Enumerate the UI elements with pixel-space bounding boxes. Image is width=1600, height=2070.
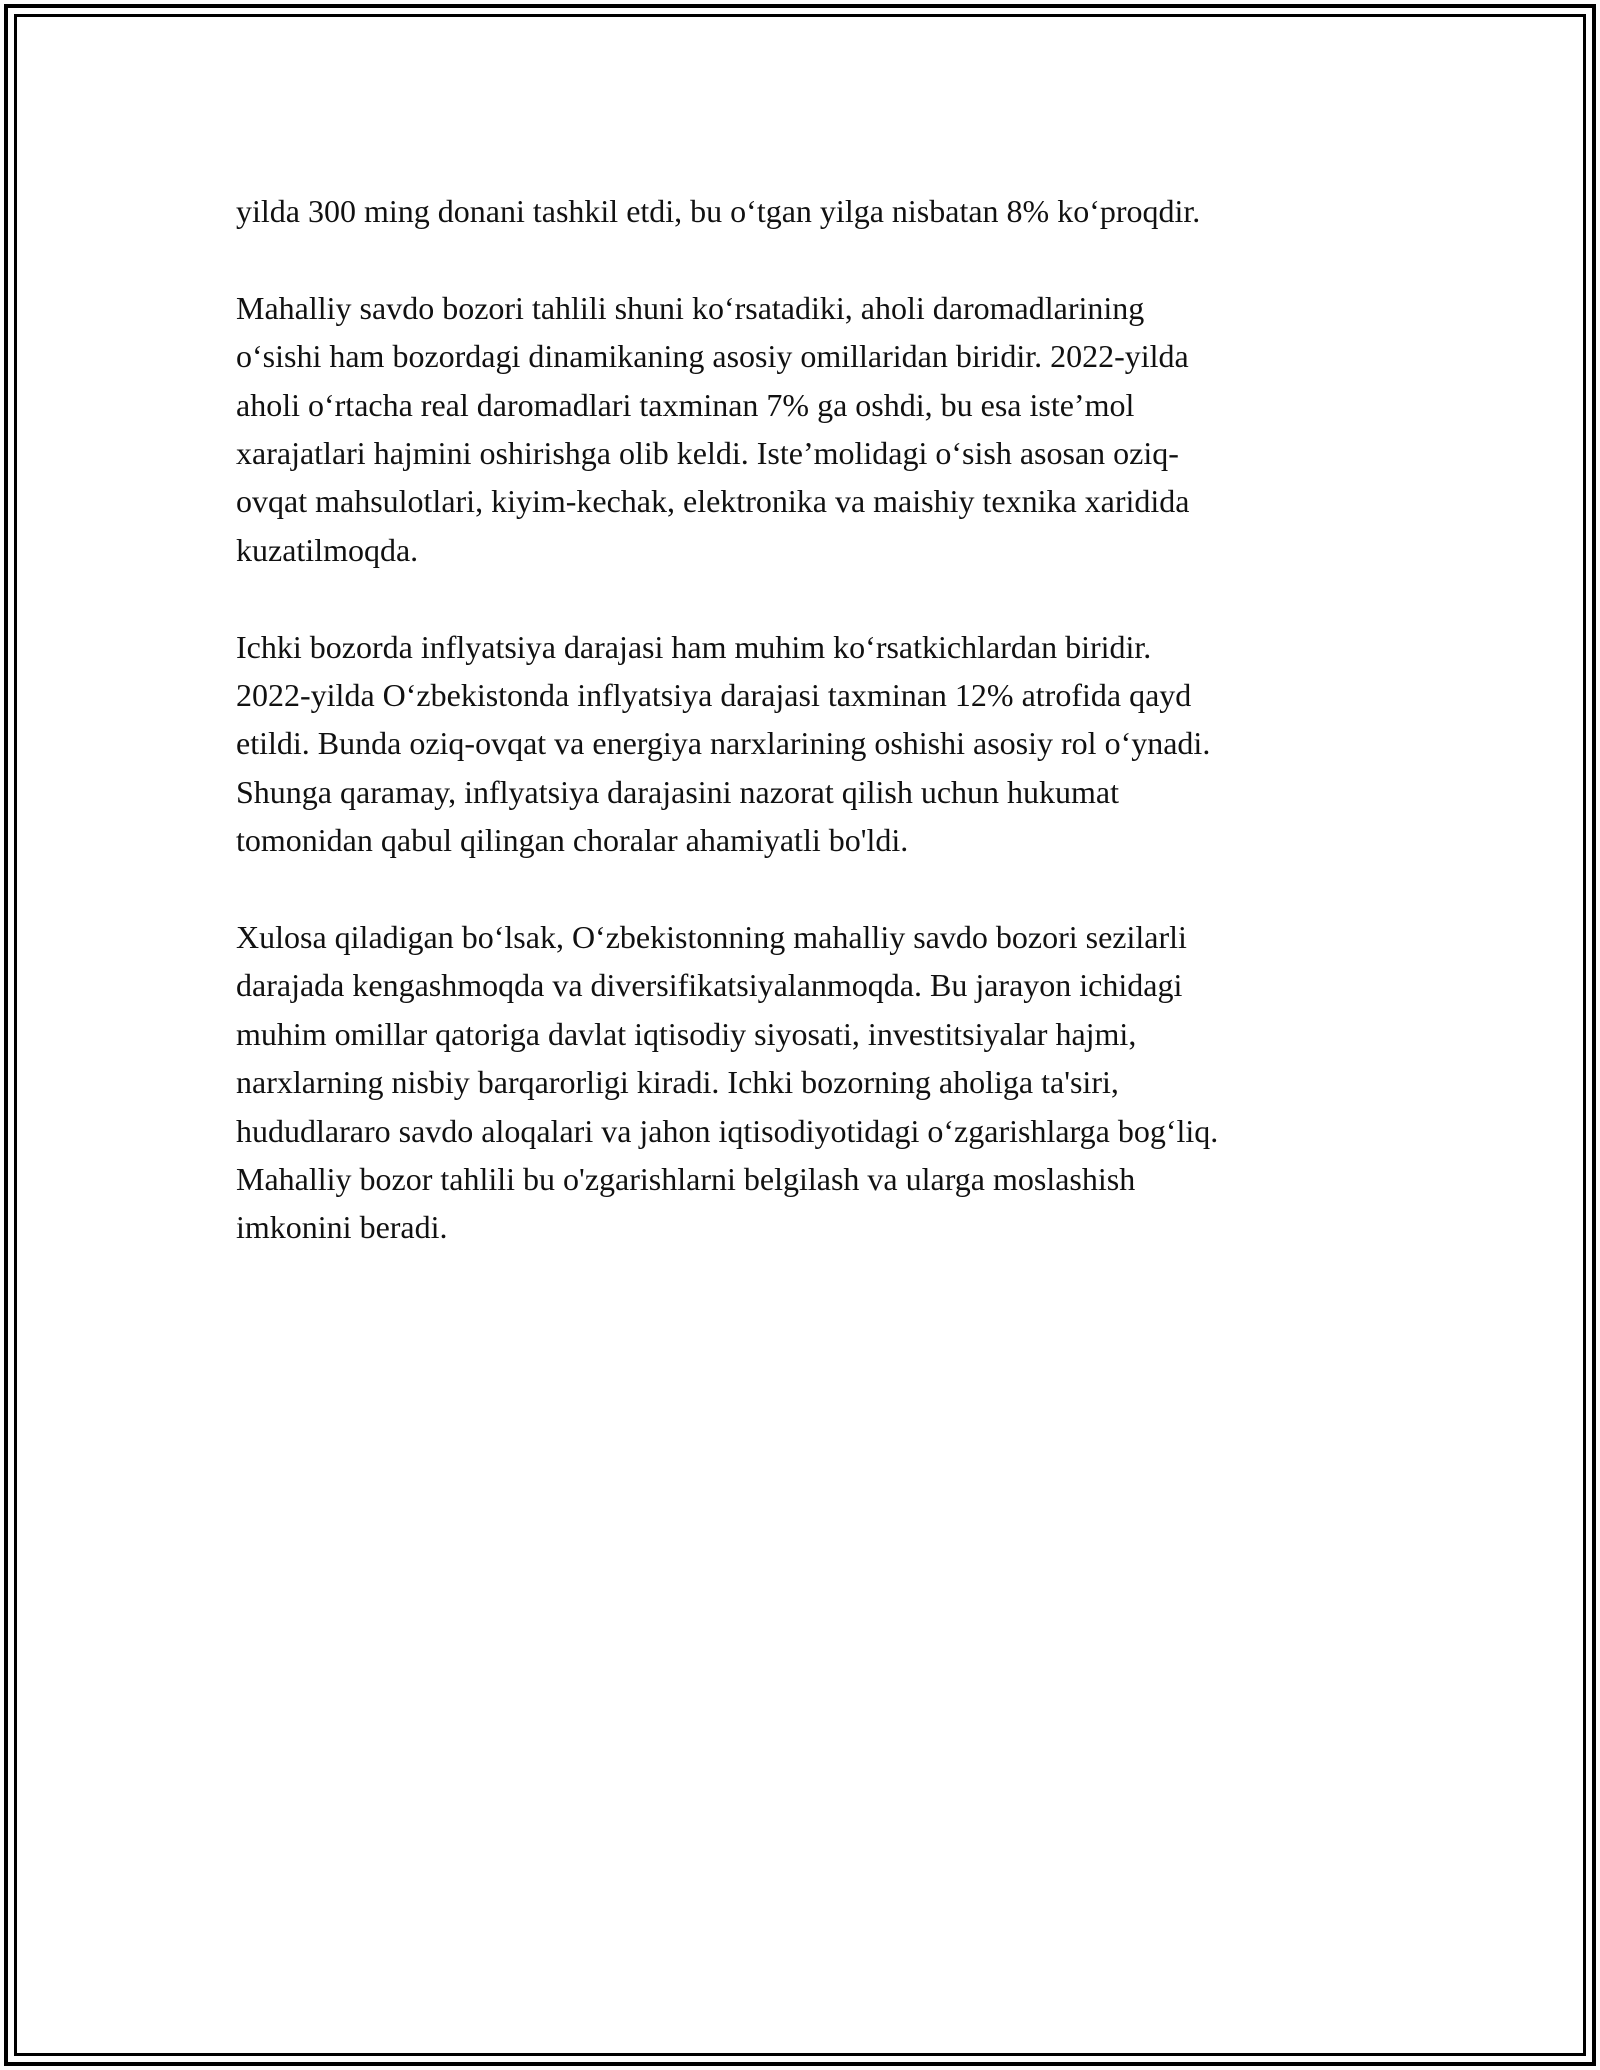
document-body (236, 187, 1386, 1300)
paragraph-2: Mahalliy savdo bozori tahlili shuni ko‘rsatadiki, aholi daromadlarining o‘sishi ham bozordagi dinamikaning asosiy omillaridan biridir. 2022-yilda aholi o‘rtacha real daromadlari taxminan 7% ga oshdi, bu esa iste’mol xarajatlari hajmini oshirishga olib keldi. Iste’molidagi o‘sish asosan oziq- ovqat mahsulotlari, kiyim-kechak, elektronika va maishiy texnika xaridida kuzatilmoqda. (236, 289, 1190, 568)
paragraph-1: yilda 300 ming donani tashkil etdi, bu o‘tgan yilga nisbatan 8% ko‘proqdir. (236, 193, 1201, 229)
paragraph-4: Xulosa qiladigan bo‘lsak, O‘zbekistonning mahalliy savdo bozori sezilarli darajada kengashmoqda va diversifikatsiyalanmoqda. Bu jarayon ichidagi muhim omillar qatoriga davlat iqtisodiy siyosati, investitsiyalar hajmi, narxlarning nisbiy barqarorligi kiradi. Ichki bozorning aholiga ta'siri, hududlararo savdo aloqalari va jahon iqtisodiyotidagi o‘zgarishlarga bog‘liq. Mahalliy bozor tahlili bu o'zgarishlarni belgilash va ularga moslashish imkonini beradi. (236, 919, 1219, 1246)
paragraph-3: Ichki bozorda inflyatsiya darajasi ham muhim ko‘rsatkichlardan biridir. 2022-yilda O‘zbekistonda inflyatsiya darajasi taxminan 12% atrofida qayd etildi. Bunda oziq-ovqat va energiya narxlarining oshishi asosiy rol o‘ynadi. Shunga qaramay, inflyatsiya darajasini nazorat qilish uchun hukumat tomonidan qabul qilingan choralar ahamiyatli bo'ldi. (236, 628, 1211, 859)
